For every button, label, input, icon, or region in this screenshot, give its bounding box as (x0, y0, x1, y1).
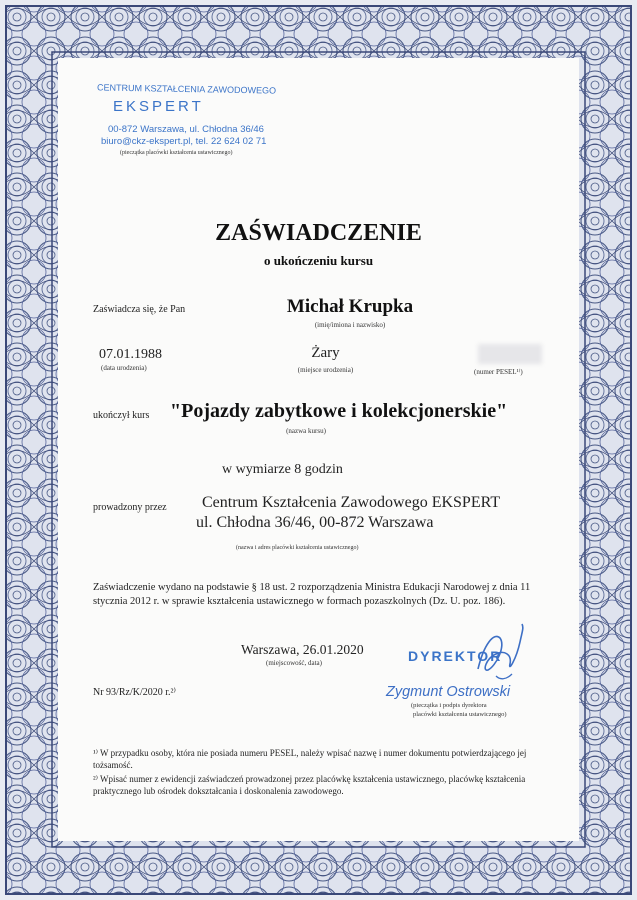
footnote-2-line-2: praktycznego lub ośrodek dokształcania i doskonalenia zawodowego. (93, 786, 344, 796)
place-date-caption: (miejscowość, data) (266, 659, 322, 667)
stamp-line-3: 00-872 Warszawa, ul. Chłodna 36/46 (108, 124, 264, 135)
course-name-caption: (nazwa kursu) (286, 427, 326, 435)
stamp-line-1: CENTRUM KSZTAŁCENIA ZAWODOWEGO (96, 82, 277, 96)
legal-basis-line-1: Zaświadczenie wydano na podstawie § 18 ust. 2 rozporządzenia Ministra Edukacji Narodowej z dnia 11 (93, 582, 531, 593)
stamp-line-4: biuro@ckz-ekspert.pl, tel. 22 624 02 71 (101, 136, 267, 147)
signature-name: Zygmunt Ostrowski (386, 684, 511, 700)
organizer-intro: prowadzony przez (93, 502, 167, 513)
page-title: ZAŚWIADCZENIE (215, 220, 422, 246)
organizer-address: ul. Chłodna 36/46, 00-872 Warszawa (196, 514, 434, 531)
course-intro: ukończył kurs (93, 410, 150, 421)
course-name: "Pojazdy zabytkowe i kolekcjonerskie" (170, 400, 508, 422)
signature-caption-1: (pieczątka i podpis dyrektora (411, 702, 487, 709)
footnote-2-line-1: ²⁾ Wpisać numer z ewidencji zaświadczeń prowadzonej przez placówkę kształcenia ustawicznego, placówkę kształcenia (93, 774, 526, 784)
birth-date-caption: (data urodzenia) (101, 364, 147, 372)
signature-title: DYREKTOR (408, 648, 503, 664)
pesel-redacted (478, 344, 542, 364)
legal-basis-line-2: stycznia 2012 r. w sprawie kształcenia ustawicznego w formach pozaszkolnych (Dz. U. poz. 186). (93, 596, 506, 607)
person-name-caption: (imię/imiona i nazwisko) (314, 321, 386, 329)
place-date: Warszawa, 26.01.2020 (241, 642, 364, 657)
footnote-1-line-1: ¹⁾ W przypadku osoby, która nie posiada numeru PESEL, należy wpisać nazwę i numer dokumentu potwierdzającego jej (93, 748, 527, 758)
signature-caption-2: placówki kształcenia ustawicznego) (413, 711, 507, 718)
stamp-caption: (pieczątka placówki kształcenia ustawicznego) (120, 150, 233, 156)
person-name: Michał Krupka (286, 296, 414, 317)
person-intro: Zaświadcza się, że Pan (93, 304, 186, 315)
organizer-name: Centrum Kształcenia Zawodowego EKSPERT (202, 494, 501, 511)
certificate-body (58, 58, 579, 841)
page-subtitle: o ukończeniu kursu (263, 253, 374, 268)
organizer-caption: (nazwa i adres placówki kształcenia ustawicznego) (236, 545, 359, 551)
course-scope: w wymiarze 8 godzin (222, 462, 343, 477)
footnote-1-line-2: tożsamość. (93, 760, 133, 770)
birth-place: Żary (311, 345, 340, 361)
birth-place-caption: (miejsce urodzenia) (297, 366, 354, 374)
certificate-number: Nr 93/Rz/K/2020 r.²⁾ (93, 687, 176, 698)
birth-date: 07.01.1988 (99, 347, 162, 362)
pesel-caption: (numer PESEL¹⁾) (474, 368, 523, 376)
signature-scribble (466, 614, 536, 694)
stamp-line-2: EKSPERT (113, 98, 204, 115)
